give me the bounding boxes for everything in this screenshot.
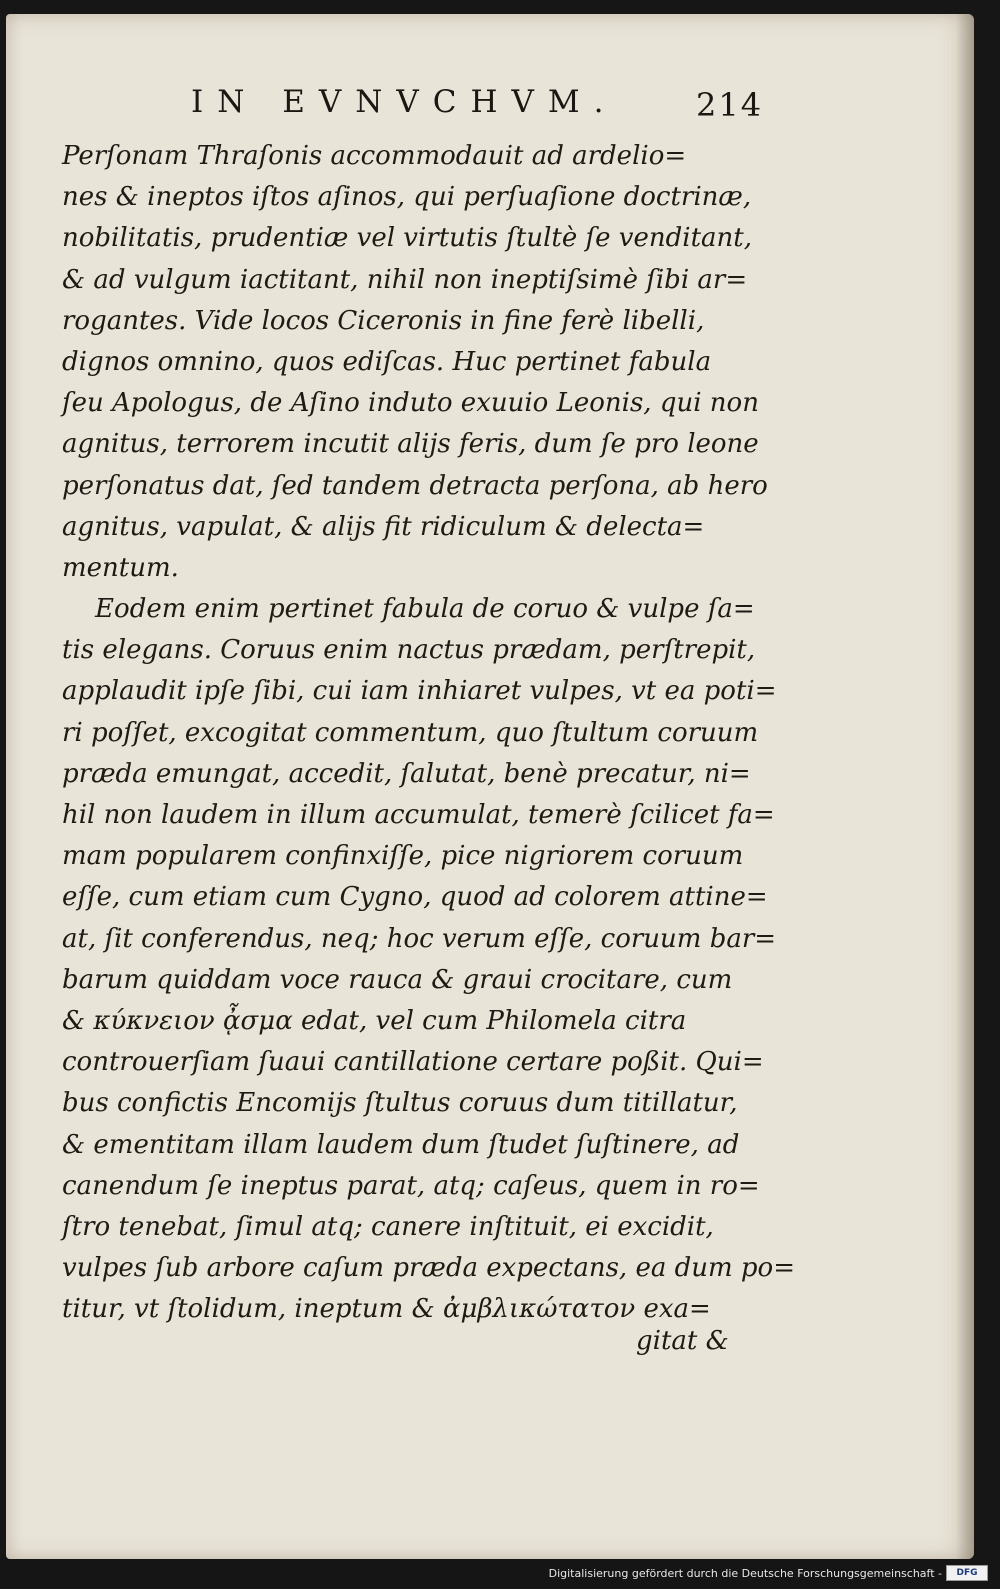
text-line: hil non laudem in illum accumulat, temerè ſcilicet fa= (62, 800, 775, 830)
text-line: ri poſſet, excogitat commentum, quo ſtultum coruum (62, 717, 759, 748)
dfg-logo: DFG (946, 1565, 988, 1581)
text-line: & ad vulgum iactitant, nihil non ineptiſsimè ſibi ar= (62, 264, 748, 295)
page-edge-shadow (956, 14, 974, 1559)
text-line: & κύκνειον ᾆσμα edat, vel cum Philomela citra (62, 1005, 687, 1036)
body-text (62, 136, 795, 1330)
text-line: ſtro tenebat, ſimul atq; canere inſtituit, ei excidit, (62, 1211, 714, 1242)
text-line: mam popularem confinxiſſe, pice nigriorem coruum (62, 841, 744, 872)
funding-credit: Digitalisierung gefördert durch die Deutsche Forschungsgemeinschaft - (548, 1567, 942, 1580)
text-line: barum quiddam voce rauca & graui crocitare, cum (62, 964, 733, 995)
text-line: Eodem enim pertinet fabula de coruo & vulpe ſa= (62, 594, 755, 625)
catchword: gitat & (636, 1326, 729, 1356)
text-line: agnitus, terrorem incutit alijs feris, dum ſe pro leone (62, 429, 759, 460)
text-line: eſſe, cum etiam cum Cygno, quod ad colorem attine= (62, 882, 768, 913)
text-line: applaudit ipſe ſibi, cui iam inhiaret vulpes, vt ea poti= (62, 676, 777, 707)
text-line: bus confictis Encomijs ſtultus coruus dum titillatur, (62, 1088, 738, 1119)
footer-bar (0, 1559, 1000, 1589)
text-line: titur, vt ſtolidum, ineptum & ἀμβλικώτατον exa= (62, 1294, 711, 1325)
text-line: tis elegans. Coruus enim nactus prædam, perſtrepit, (62, 635, 756, 666)
text-line: Perſonam Thraſonis accommodauit ad ardelio= (62, 141, 687, 171)
text-line: controuerſiam ſuaui cantillatione certare poßit. Qui= (62, 1047, 764, 1078)
text-line: præda emungat, accedit, ſalutat, benè precatur, ni= (62, 758, 751, 789)
text-line: at, ſit conferendus, neq; hoc verum eſſe, coruum bar= (62, 923, 777, 954)
text-line: canendum ſe ineptus parat, atq; caſeus, quem in ro= (62, 1170, 760, 1201)
text-line: rogantes. Vide locos Ciceronis in fine ferè libelli, (62, 305, 705, 336)
text-line: mentum. (62, 552, 179, 583)
text-line: nobilitatis, prudentiæ vel virtutis ſtultè ſe venditant, (62, 223, 752, 254)
text-line: vulpes ſub arbore caſum præda expectans, ea dum po= (62, 1253, 795, 1284)
page-number: 214 (696, 86, 764, 124)
running-head: IN EVNVCHVM. (191, 84, 618, 120)
text-line: agnitus, vapulat, & alijs fit ridiculum & delecta= (62, 511, 705, 542)
text-line: & ementitam illam laudem dum ſtudet ſuſtinere, ad (62, 1129, 740, 1160)
book-page (6, 14, 974, 1559)
text-line: ſeu Apologus, de Aſino induto exuuio Leonis, qui non (62, 388, 759, 419)
text-line: dignos omnino, quos ediſcas. Huc pertinet fabula (62, 346, 712, 377)
text-line: nes & ineptos iſtos aſinos, qui perſuaſione doctrinæ, (62, 182, 752, 213)
text-line: perſonatus dat, ſed tandem detracta perſona, ab hero (62, 470, 768, 501)
